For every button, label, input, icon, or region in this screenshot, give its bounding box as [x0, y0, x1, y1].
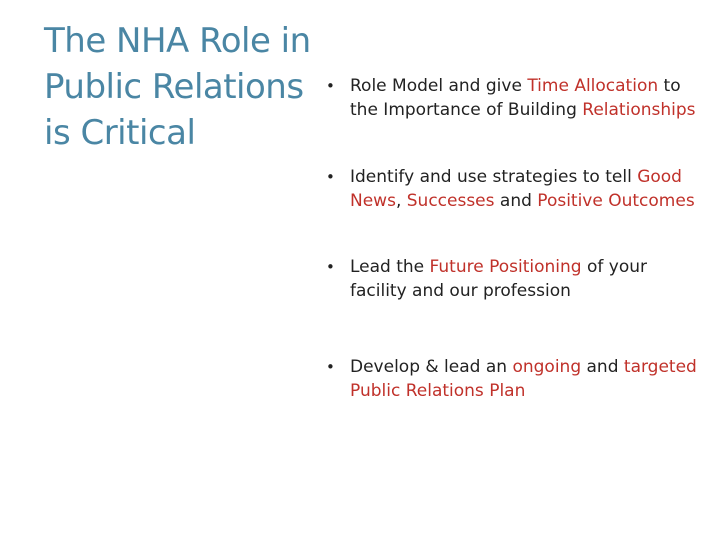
bullet-future-positioning — [324, 255, 708, 303]
slide-title — [44, 18, 334, 156]
bullet-good-news — [324, 165, 708, 213]
title-line-1: The NHA Role in — [44, 21, 311, 61]
highlight-text: targeted Public Relations Plan — [350, 357, 697, 401]
bullet-pr-plan — [324, 355, 708, 403]
bullet-text: Lead the Future Positioning of your facility and our profession — [350, 257, 647, 301]
bullet-text: Develop & lead an ongoing and targeted Public Relations Plan — [350, 357, 697, 401]
highlight-text: Successes — [406, 191, 495, 211]
bullet-text: Role Model and give Time Allocation to the Importance of Building Relationships — [350, 76, 696, 120]
highlight-text: Positive Outcomes — [537, 191, 695, 211]
highlight-text: Time Allocation — [527, 76, 659, 96]
bullet-dot-icon: • — [326, 358, 335, 376]
bullet-dot-icon: • — [326, 168, 335, 186]
bullet-time-allocation — [324, 74, 708, 122]
bullet-dot-icon: • — [326, 258, 335, 276]
bullet-list — [324, 74, 708, 403]
highlight-text: Future Positioning — [429, 257, 582, 277]
highlight-text: ongoing — [512, 357, 582, 377]
highlight-text: Relationships — [582, 100, 696, 120]
bullet-text: Identify and use strategies to tell Good News, Successes and Positive Outcomes — [350, 167, 695, 211]
highlight-text: Good News — [350, 167, 682, 211]
title-line-3: is Critical — [44, 113, 196, 153]
bullet-dot-icon: • — [326, 77, 335, 95]
title-line-2: Public Relations — [44, 67, 304, 107]
